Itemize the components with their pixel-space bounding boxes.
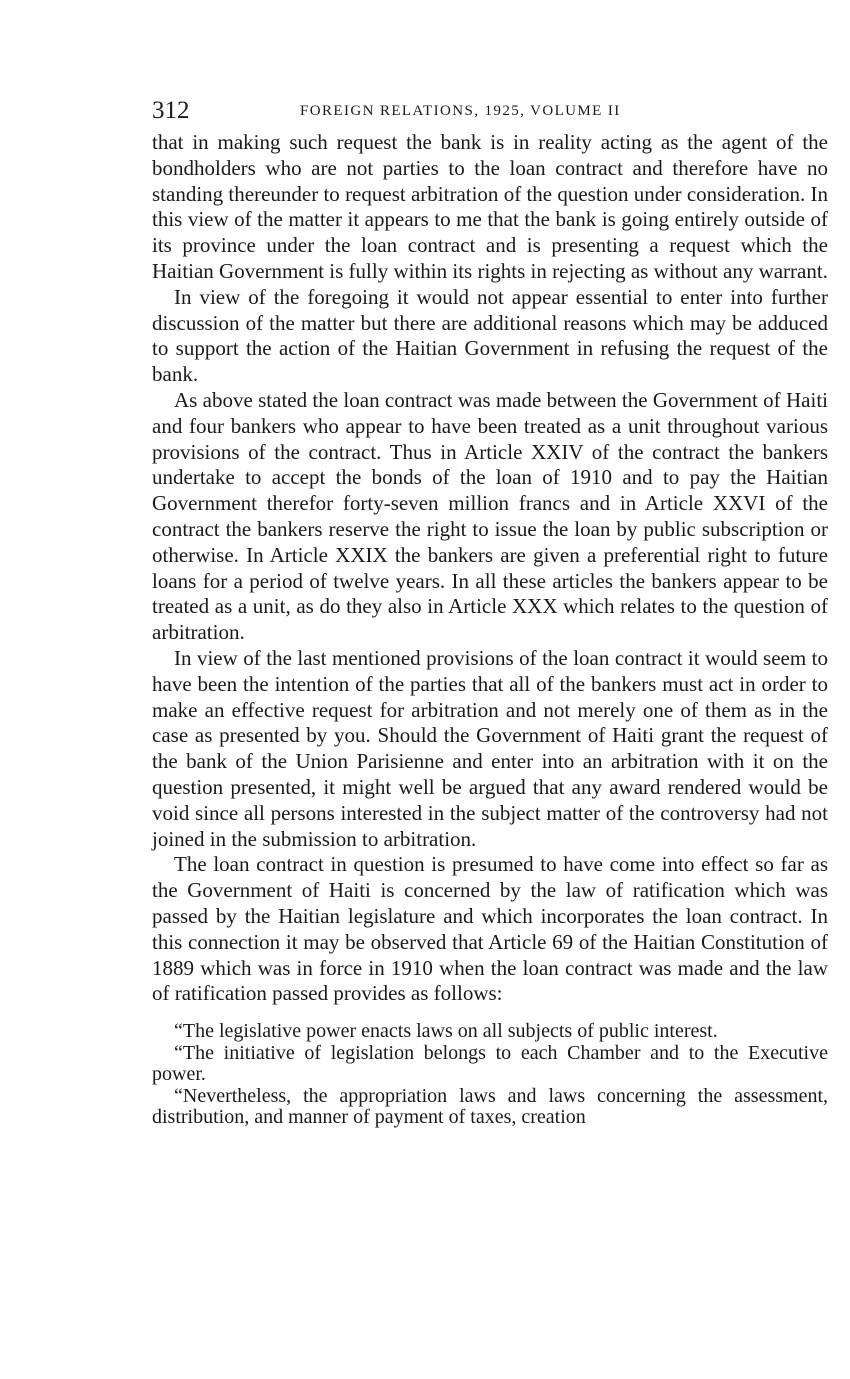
block-quote xyxy=(152,1021,828,1129)
paragraph: The loan contract in question is presumed to have come into effect so far as the Government of Haiti is concerned by the law of ratification which was passed by the Haitian legislature and which incorporates the loan contract. In this connection it may be observed that Article 69 of the Haitian Constitution of 1889 which was in force in 1910 when the loan contract was made and the law of ratification passed provides as follows: xyxy=(152,852,828,1006)
quote-paragraph: “The initiative of legislation belongs to each Chamber and to the Executive power. xyxy=(152,1041,828,1086)
paragraph: In view of the foregoing it would not appear essential to enter into further discussion of the matter but there are additional reasons which may be adduced to support the action of the Haitian Government in refusing the request of the bank. xyxy=(152,284,828,387)
body-text xyxy=(152,130,828,1007)
quote-paragraph: “Nevertheless, the appropriation laws and laws concerning the assessment, distribution, and manner of payment of taxes, creation xyxy=(152,1084,828,1129)
page-number: 312 xyxy=(152,97,190,124)
paragraph-continued: that in making such request the bank is in reality acting as the agent of the bondholders who are not parties to the loan contract and therefore have no standing thereunder to request arbitration of the question under consideration. In this view of the matter it appears to me that the bank is going entirely outside of its province under the loan contract and is presenting a request which the Haitian Government is fully within its rights in rejecting as without any warrant. xyxy=(152,130,828,283)
paragraph: In view of the last mentioned provisions of the loan contract it would seem to have been the intention of the parties that all of the bankers must act in order to make an effective request for arbitration and not merely one of them as in the case as presented by you. Should the Government of Haiti grant the request of the bank of the Union Parisienne and enter into an arbitration with it on the question presented, it might well be argued that any award rendered would be void since all persons interested in the subject matter of the controversy had not joined in the submission to arbitration. xyxy=(152,645,828,851)
document-page xyxy=(152,96,828,1129)
paragraph: As above stated the loan contract was made between the Government of Haiti and four bankers who appear to have been treated as a unit throughout various provisions of the contract. Thus in Article XXIV of the contract the bankers undertake to accept the bonds of the loan of 1910 and to pay the Haitian Government therefor forty-seven million francs and in Article XXVI of the contract the bankers reserve the right to issue the loan by public subscription or otherwise. In Article XXIX the bankers are given a preferential right to future loans for a period of twelve years. In all these articles the bankers appear to be treated as a unit, as do they also in Article XXX which relates to the question of arbitration. xyxy=(152,387,828,645)
running-head xyxy=(152,96,828,126)
running-head-title: FOREIGN RELATIONS, 1925, VOLUME II xyxy=(300,103,621,119)
quote-paragraph: “The legislative power enacts laws on all subjects of public interest. xyxy=(174,1020,718,1043)
